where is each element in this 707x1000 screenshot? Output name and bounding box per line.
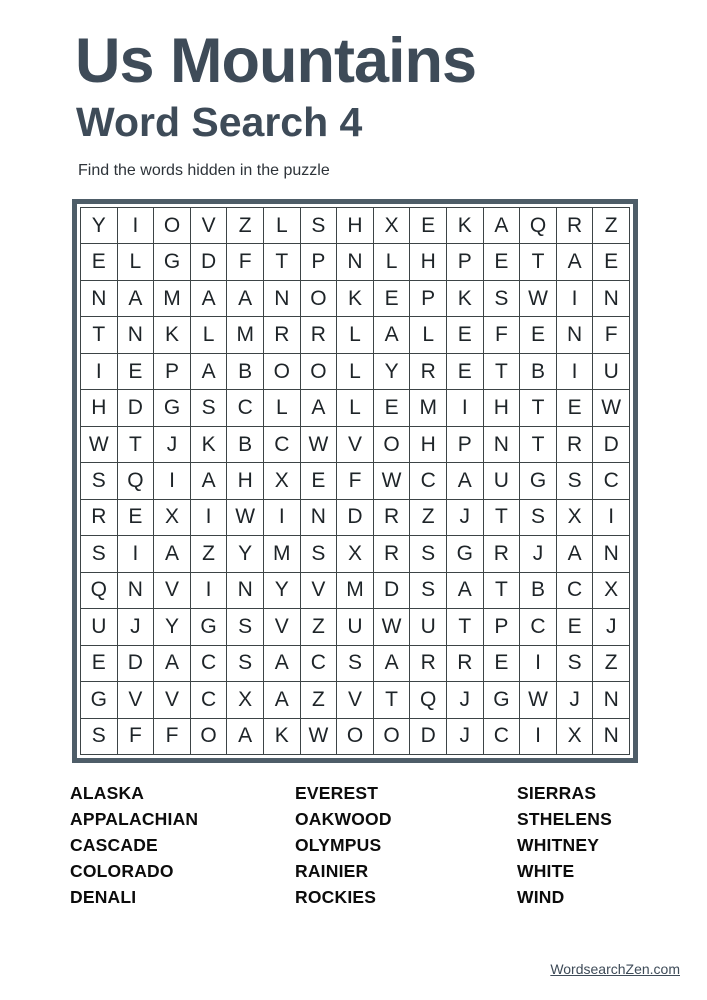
grid-cell: F bbox=[484, 317, 520, 352]
grid-cell: F bbox=[154, 719, 190, 754]
grid-cell: M bbox=[154, 281, 190, 316]
grid-cell: U bbox=[337, 609, 373, 644]
grid-cell: P bbox=[447, 244, 483, 279]
grid-cell: W bbox=[227, 500, 263, 535]
word-search-grid bbox=[72, 199, 638, 763]
grid-cell: T bbox=[264, 244, 300, 279]
grid-cell: V bbox=[337, 427, 373, 462]
grid-cell: A bbox=[557, 536, 593, 571]
grid-cell: J bbox=[557, 682, 593, 717]
grid-cell: L bbox=[410, 317, 446, 352]
word-item: SIERRAS bbox=[517, 783, 597, 803]
grid-cell: I bbox=[264, 500, 300, 535]
grid-cell: I bbox=[593, 500, 629, 535]
grid-cell: Y bbox=[227, 536, 263, 571]
grid-cell: Z bbox=[410, 500, 446, 535]
grid-cell: X bbox=[337, 536, 373, 571]
grid-cell: A bbox=[374, 317, 410, 352]
grid-cell: M bbox=[337, 573, 373, 608]
grid-cell: R bbox=[264, 317, 300, 352]
grid-cell: N bbox=[484, 427, 520, 462]
word-item: CASCADE bbox=[70, 835, 158, 855]
grid-cell: W bbox=[593, 390, 629, 425]
grid-cell: A bbox=[191, 463, 227, 498]
grid-cell: L bbox=[264, 208, 300, 243]
grid-cell: Q bbox=[118, 463, 154, 498]
grid-cell: H bbox=[81, 390, 117, 425]
grid-cell: U bbox=[593, 354, 629, 389]
grid-cell: A bbox=[557, 244, 593, 279]
grid-cell: O bbox=[301, 281, 337, 316]
grid-cell: W bbox=[520, 682, 556, 717]
footer-site-link[interactable]: WordsearchZen.com bbox=[550, 961, 680, 977]
grid-cell: U bbox=[81, 609, 117, 644]
grid-cell: S bbox=[301, 208, 337, 243]
grid-cell: Q bbox=[410, 682, 446, 717]
grid-cell: P bbox=[484, 609, 520, 644]
grid-cell: E bbox=[81, 646, 117, 681]
page-title: Us Mountains bbox=[75, 26, 477, 96]
grid-cell: I bbox=[557, 281, 593, 316]
grid-cell: K bbox=[154, 317, 190, 352]
grid-cell: C bbox=[557, 573, 593, 608]
grid-cell: A bbox=[264, 682, 300, 717]
grid-cell: Y bbox=[374, 354, 410, 389]
grid-cell: N bbox=[593, 536, 629, 571]
grid-cell: J bbox=[447, 682, 483, 717]
grid-cell: I bbox=[520, 719, 556, 754]
grid-cell: P bbox=[154, 354, 190, 389]
grid-cell: Q bbox=[520, 208, 556, 243]
grid-cell: E bbox=[118, 500, 154, 535]
grid-cell: N bbox=[264, 281, 300, 316]
grid-cell: L bbox=[337, 317, 373, 352]
grid-cell: X bbox=[557, 719, 593, 754]
grid-cell: C bbox=[301, 646, 337, 681]
grid-cell: T bbox=[374, 682, 410, 717]
grid-cell: R bbox=[81, 500, 117, 535]
grid-cell: A bbox=[301, 390, 337, 425]
word-search-grid-cells bbox=[80, 207, 630, 755]
grid-cell: I bbox=[557, 354, 593, 389]
grid-cell: E bbox=[374, 281, 410, 316]
grid-cell: L bbox=[374, 244, 410, 279]
grid-cell: T bbox=[118, 427, 154, 462]
grid-cell: E bbox=[81, 244, 117, 279]
grid-cell: N bbox=[118, 573, 154, 608]
word-item: WIND bbox=[517, 887, 565, 907]
grid-cell: G bbox=[447, 536, 483, 571]
grid-cell: A bbox=[154, 646, 190, 681]
grid-cell: G bbox=[520, 463, 556, 498]
grid-cell: C bbox=[484, 719, 520, 754]
grid-cell: E bbox=[447, 354, 483, 389]
word-item: OAKWOOD bbox=[295, 809, 392, 829]
grid-cell: D bbox=[374, 573, 410, 608]
word-list-column bbox=[70, 780, 295, 910]
grid-cell: T bbox=[484, 573, 520, 608]
grid-cell: O bbox=[301, 354, 337, 389]
grid-cell: N bbox=[337, 244, 373, 279]
grid-cell: Z bbox=[301, 682, 337, 717]
grid-cell: S bbox=[227, 646, 263, 681]
grid-cell: O bbox=[374, 427, 410, 462]
grid-cell: D bbox=[118, 390, 154, 425]
word-item: WHITE bbox=[517, 861, 575, 881]
grid-cell: E bbox=[557, 609, 593, 644]
grid-cell: C bbox=[520, 609, 556, 644]
grid-cell: T bbox=[81, 317, 117, 352]
grid-cell: W bbox=[374, 463, 410, 498]
grid-cell: S bbox=[81, 536, 117, 571]
grid-cell: V bbox=[264, 609, 300, 644]
page-subtitle: Word Search 4 bbox=[76, 99, 363, 145]
grid-cell: O bbox=[154, 208, 190, 243]
grid-cell: A bbox=[191, 281, 227, 316]
grid-cell: Y bbox=[154, 609, 190, 644]
grid-cell: X bbox=[227, 682, 263, 717]
grid-cell: T bbox=[520, 427, 556, 462]
word-item: WHITNEY bbox=[517, 835, 600, 855]
grid-cell: X bbox=[593, 573, 629, 608]
grid-cell: S bbox=[337, 646, 373, 681]
word-item: EVEREST bbox=[295, 783, 379, 803]
word-item: OLYMPUS bbox=[295, 835, 382, 855]
grid-cell: B bbox=[520, 573, 556, 608]
grid-cell: R bbox=[484, 536, 520, 571]
word-item: RAINIER bbox=[295, 861, 369, 881]
grid-cell: V bbox=[191, 208, 227, 243]
grid-cell: S bbox=[410, 573, 446, 608]
grid-cell: J bbox=[118, 609, 154, 644]
grid-cell: L bbox=[337, 354, 373, 389]
grid-cell: G bbox=[191, 609, 227, 644]
grid-cell: E bbox=[593, 244, 629, 279]
grid-cell: C bbox=[264, 427, 300, 462]
grid-cell: F bbox=[118, 719, 154, 754]
grid-cell: I bbox=[447, 390, 483, 425]
word-item: ALASKA bbox=[70, 783, 145, 803]
grid-cell: O bbox=[374, 719, 410, 754]
grid-cell: J bbox=[520, 536, 556, 571]
grid-cell: J bbox=[447, 500, 483, 535]
grid-cell: L bbox=[118, 244, 154, 279]
grid-cell: R bbox=[557, 208, 593, 243]
grid-cell: C bbox=[191, 646, 227, 681]
grid-cell: K bbox=[264, 719, 300, 754]
grid-cell: N bbox=[593, 682, 629, 717]
grid-cell: T bbox=[447, 609, 483, 644]
grid-cell: S bbox=[227, 609, 263, 644]
grid-cell: D bbox=[191, 244, 227, 279]
grid-cell: T bbox=[520, 244, 556, 279]
grid-cell: I bbox=[520, 646, 556, 681]
word-list-column bbox=[517, 780, 702, 910]
grid-cell: K bbox=[447, 281, 483, 316]
grid-cell: F bbox=[593, 317, 629, 352]
grid-cell: C bbox=[227, 390, 263, 425]
grid-cell: E bbox=[484, 244, 520, 279]
grid-cell: S bbox=[520, 500, 556, 535]
grid-cell: A bbox=[447, 573, 483, 608]
grid-cell: E bbox=[520, 317, 556, 352]
instruction-text: Find the words hidden in the puzzle bbox=[78, 162, 330, 179]
grid-cell: X bbox=[557, 500, 593, 535]
grid-cell: Z bbox=[191, 536, 227, 571]
grid-cell: Y bbox=[264, 573, 300, 608]
grid-cell: Y bbox=[81, 208, 117, 243]
grid-cell: D bbox=[118, 646, 154, 681]
grid-cell: R bbox=[447, 646, 483, 681]
grid-cell: W bbox=[81, 427, 117, 462]
grid-cell: X bbox=[374, 208, 410, 243]
grid-cell: R bbox=[374, 500, 410, 535]
grid-cell: E bbox=[301, 463, 337, 498]
grid-cell: G bbox=[154, 390, 190, 425]
grid-cell: S bbox=[301, 536, 337, 571]
grid-cell: R bbox=[557, 427, 593, 462]
grid-cell: W bbox=[520, 281, 556, 316]
grid-cell: R bbox=[410, 646, 446, 681]
grid-cell: V bbox=[154, 573, 190, 608]
word-item: STHELENS bbox=[517, 809, 612, 829]
grid-cell: Z bbox=[593, 208, 629, 243]
grid-cell: I bbox=[118, 208, 154, 243]
grid-cell: A bbox=[154, 536, 190, 571]
grid-cell: E bbox=[447, 317, 483, 352]
grid-cell: Q bbox=[81, 573, 117, 608]
grid-cell: H bbox=[484, 390, 520, 425]
grid-cell: I bbox=[81, 354, 117, 389]
grid-cell: G bbox=[154, 244, 190, 279]
grid-cell: V bbox=[154, 682, 190, 717]
grid-cell: H bbox=[410, 427, 446, 462]
grid-cell: G bbox=[484, 682, 520, 717]
grid-cell: S bbox=[557, 463, 593, 498]
grid-cell: H bbox=[227, 463, 263, 498]
grid-cell: U bbox=[484, 463, 520, 498]
grid-cell: D bbox=[593, 427, 629, 462]
grid-cell: D bbox=[410, 719, 446, 754]
grid-cell: C bbox=[191, 682, 227, 717]
word-list bbox=[70, 780, 707, 910]
grid-cell: Z bbox=[593, 646, 629, 681]
grid-cell: N bbox=[118, 317, 154, 352]
grid-cell: E bbox=[484, 646, 520, 681]
grid-cell: E bbox=[410, 208, 446, 243]
grid-cell: O bbox=[264, 354, 300, 389]
footer bbox=[550, 961, 680, 979]
grid-cell: C bbox=[410, 463, 446, 498]
grid-cell: V bbox=[301, 573, 337, 608]
grid-cell: J bbox=[154, 427, 190, 462]
grid-cell: R bbox=[374, 536, 410, 571]
grid-cell: A bbox=[447, 463, 483, 498]
grid-cell: F bbox=[337, 463, 373, 498]
grid-cell: K bbox=[337, 281, 373, 316]
grid-cell: E bbox=[118, 354, 154, 389]
word-list-column bbox=[295, 780, 517, 910]
grid-cell: E bbox=[557, 390, 593, 425]
grid-cell: S bbox=[410, 536, 446, 571]
grid-cell: L bbox=[191, 317, 227, 352]
grid-cell: A bbox=[227, 281, 263, 316]
grid-cell: F bbox=[227, 244, 263, 279]
word-item: COLORADO bbox=[70, 861, 174, 881]
grid-cell: A bbox=[374, 646, 410, 681]
grid-cell: N bbox=[593, 281, 629, 316]
grid-cell: A bbox=[264, 646, 300, 681]
grid-cell: M bbox=[227, 317, 263, 352]
grid-cell: K bbox=[447, 208, 483, 243]
grid-cell: N bbox=[301, 500, 337, 535]
grid-cell: S bbox=[81, 719, 117, 754]
grid-cell: M bbox=[264, 536, 300, 571]
grid-cell: S bbox=[557, 646, 593, 681]
grid-cell: O bbox=[337, 719, 373, 754]
grid-cell: S bbox=[484, 281, 520, 316]
grid-cell: R bbox=[410, 354, 446, 389]
grid-cell: J bbox=[447, 719, 483, 754]
grid-cell: V bbox=[337, 682, 373, 717]
grid-cell: P bbox=[410, 281, 446, 316]
grid-cell: J bbox=[593, 609, 629, 644]
word-item: ROCKIES bbox=[295, 887, 377, 907]
grid-cell: X bbox=[264, 463, 300, 498]
grid-cell: G bbox=[81, 682, 117, 717]
grid-cell: A bbox=[227, 719, 263, 754]
grid-cell: H bbox=[410, 244, 446, 279]
grid-cell: H bbox=[337, 208, 373, 243]
grid-cell: S bbox=[191, 390, 227, 425]
grid-cell: I bbox=[118, 536, 154, 571]
grid-cell: L bbox=[337, 390, 373, 425]
word-item: DENALI bbox=[70, 887, 137, 907]
grid-cell: P bbox=[301, 244, 337, 279]
grid-cell: A bbox=[191, 354, 227, 389]
grid-cell: W bbox=[374, 609, 410, 644]
grid-cell: D bbox=[337, 500, 373, 535]
grid-cell: O bbox=[191, 719, 227, 754]
grid-cell: X bbox=[154, 500, 190, 535]
grid-cell: W bbox=[301, 719, 337, 754]
grid-cell: V bbox=[118, 682, 154, 717]
grid-cell: T bbox=[520, 390, 556, 425]
grid-cell: S bbox=[81, 463, 117, 498]
grid-cell: N bbox=[557, 317, 593, 352]
grid-cell: M bbox=[410, 390, 446, 425]
grid-cell: T bbox=[484, 500, 520, 535]
grid-cell: C bbox=[593, 463, 629, 498]
grid-cell: I bbox=[191, 573, 227, 608]
grid-cell: N bbox=[227, 573, 263, 608]
grid-cell: Z bbox=[227, 208, 263, 243]
grid-cell: I bbox=[154, 463, 190, 498]
grid-cell: N bbox=[593, 719, 629, 754]
grid-cell: I bbox=[191, 500, 227, 535]
grid-cell: B bbox=[227, 354, 263, 389]
word-item: APPALACHIAN bbox=[70, 809, 199, 829]
grid-cell: B bbox=[227, 427, 263, 462]
grid-cell: W bbox=[301, 427, 337, 462]
grid-cell: B bbox=[520, 354, 556, 389]
grid-cell: Z bbox=[301, 609, 337, 644]
grid-cell: A bbox=[484, 208, 520, 243]
grid-cell: L bbox=[264, 390, 300, 425]
grid-cell: A bbox=[118, 281, 154, 316]
grid-cell: U bbox=[410, 609, 446, 644]
grid-cell: N bbox=[81, 281, 117, 316]
grid-cell: R bbox=[301, 317, 337, 352]
grid-cell: K bbox=[191, 427, 227, 462]
grid-cell: E bbox=[374, 390, 410, 425]
grid-cell: P bbox=[447, 427, 483, 462]
grid-cell: T bbox=[484, 354, 520, 389]
